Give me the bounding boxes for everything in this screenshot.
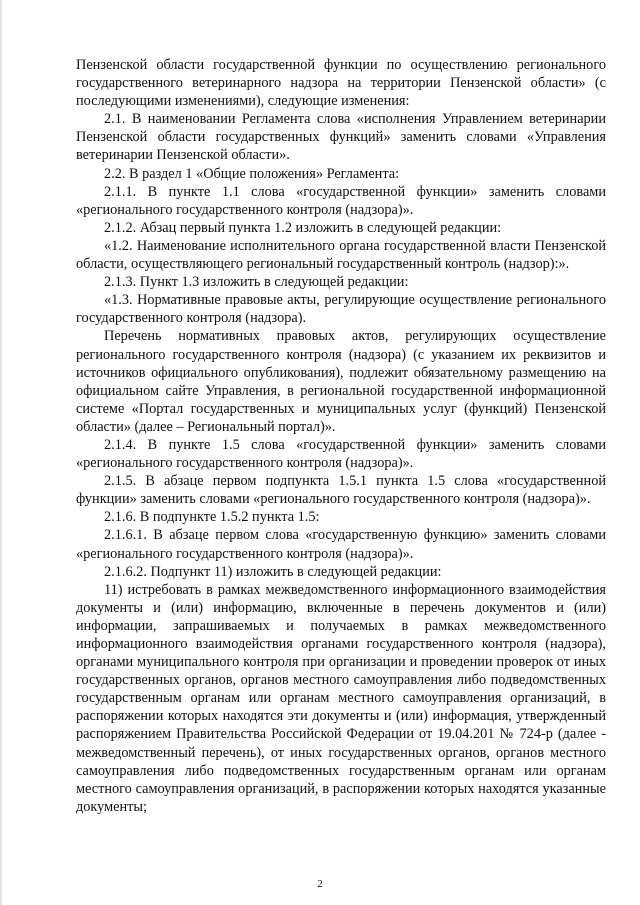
page-number: 2 bbox=[317, 878, 323, 890]
document-body bbox=[76, 56, 606, 816]
paragraph-4: 2.1.1. В пункте 1.1 слова «государственной функции» заменить словами «регионального государственного контроля (надзора)». bbox=[76, 183, 606, 218]
paragraph-8: «1.3. Нормативные правовые акты, регулирующие осуществление регионального государственного контроля (надзора). bbox=[76, 292, 606, 327]
paragraph-10: 2.1.4. В пункте 1.5 слова «государственной функции» заменить словами «регионального государственного контроля (надзора)». bbox=[76, 436, 606, 472]
paragraph-5: 2.1.2. Абзац первый пункта 1.2 изложить в следующей редакции: bbox=[104, 219, 502, 236]
paragraph-15: 11) истребовать в рамках межведомственного информационного взаимодействия документы и (или) информацию, включенные в перечень документов и (или) информации, запрашиваемых и получаемых в рамках межведомственного информационного взаимодействия органами государственного контроля (надзора), органами муниципального контроля при организации и проведении проверок от иных государственных органов, органов местного самоуправления либо подведомственных государственным органам или органам местного самоуправления организаций, в распоряжении которых находятся эти документы и (или) информация, утвержденный распоряжением Правительства Российской Федерации от 19.04.201 № 724-р (далее - межведомственный перечень), от иных государственных органов, органов местного самоуправления либо подведомственных государственным органам или органам местного самоуправления организаций, в распоряжении которых находятся указанные документы; bbox=[76, 581, 606, 815]
paragraph-1: Пензенской области государственной функции по осуществлению регионального государственного ветеринарного надзора на территории Пензенской области» (с последующими изменениями), следующие изменения: bbox=[76, 57, 606, 110]
paragraph-6: «1.2. Наименование исполнительного органа государственной власти Пензенской области, осуществляющего региональный государственный контроль (надзор):». bbox=[76, 237, 606, 273]
paragraph-11: 2.1.5. В абзаце первом подпункта 1.5.1 пункта 1.5 слова «государственной функции» заменить словами «регионального государственного контроля (надзора)». bbox=[76, 473, 606, 508]
paragraph-9: Перечень нормативных правовых актов, регулирующих осуществление регионального государственного контроля (надзора) (с указанием их реквизитов и источников официального опубликования), подлежит обязательному размещению на официальном сайте Управления, в региональной государственной информационной системе «Портал государственных и муниципальных услуг (функций) Пензенской области» (далее – Региональный портал)». bbox=[76, 328, 606, 435]
paragraph-12: 2.1.6. В подпункте 1.5.2 пункта 1.5: bbox=[104, 509, 320, 526]
paragraph-2: 2.1. В наименовании Регламента слова «исполнения Управлением ветеринарии Пензенской области государственных функций» заменить словами «Управления ветеринарии Пензенской области». bbox=[76, 111, 606, 164]
paragraph-13: 2.1.6.1. В абзаце первом слова «государственную функцию» заменить словами «регионального государственного контроля (надзора)». bbox=[76, 527, 606, 562]
paragraph-7: 2.1.3. Пункт 1.3 изложить в следующей редакции: bbox=[104, 274, 409, 291]
paragraph-14: 2.1.6.2. Подпункт 11) изложить в следующей редакции: bbox=[104, 563, 442, 580]
scan-edge bbox=[0, 0, 3, 905]
paragraph-3: 2.2. В раздел 1 «Общие положения» Регламента: bbox=[104, 165, 400, 182]
